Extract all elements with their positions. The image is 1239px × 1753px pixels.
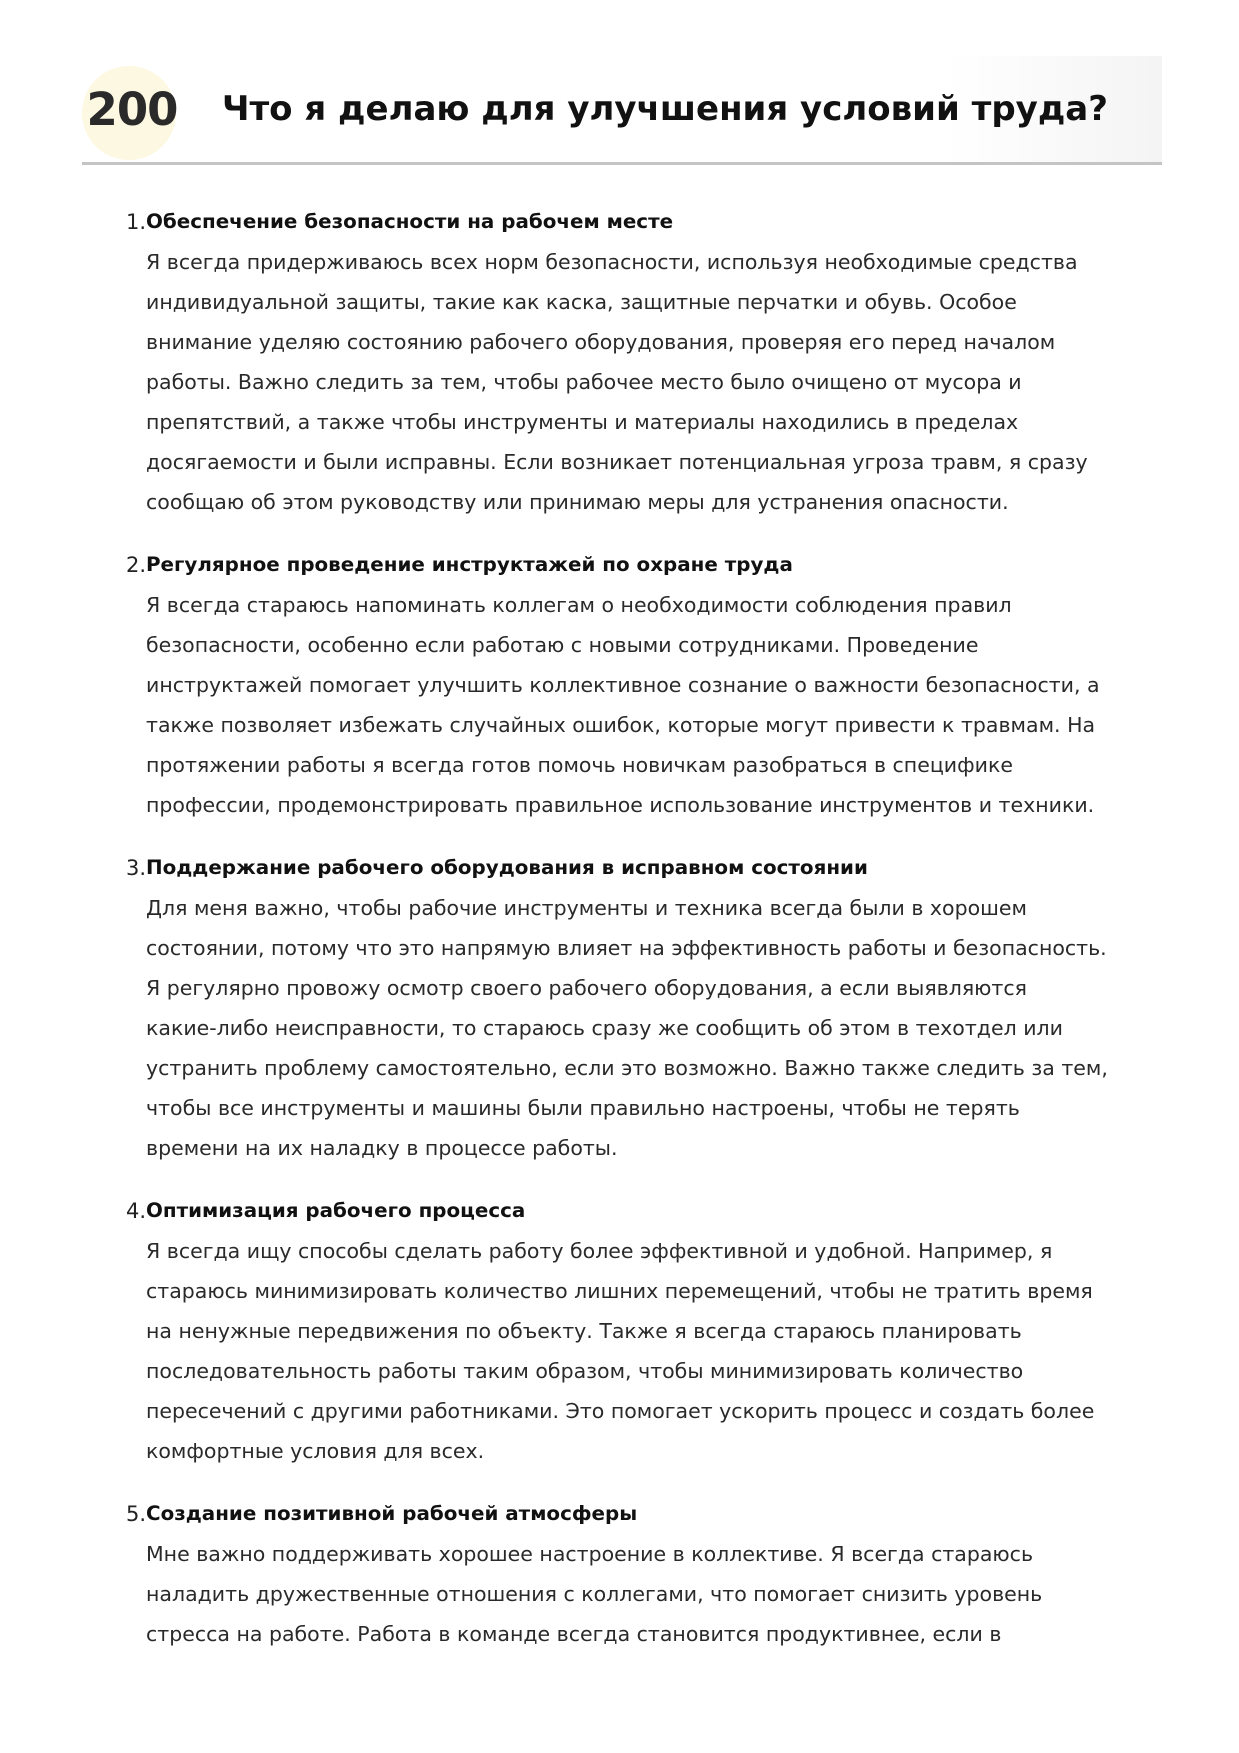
list-item-title: Регулярное проведение инструктажей по охране труда [146, 553, 793, 576]
body-line: безопасности, особенно если работаю с новыми сотрудниками. Проведение [146, 633, 979, 657]
body-line: также позволяет избежать случайных ошибок, которые могут привести к травмам. На [146, 713, 1096, 737]
body-line: Я всегда ищу способы сделать работу более эффективной и удобной. Например, я [146, 1239, 1053, 1263]
body-line: работы. Важно следить за тем, чтобы рабочее место было очищено от мусора и [146, 370, 1022, 394]
body-line: на ненужные передвижения по объекту. Также я всегда стараюсь планировать [146, 1319, 1022, 1343]
list-item-number: 2. [125, 553, 146, 577]
list-item-title: Оптимизация рабочего процесса [146, 1199, 526, 1222]
list-item-number: 4. [125, 1199, 146, 1223]
list-item-body [146, 242, 1156, 522]
list-item [0, 1494, 1239, 1654]
page-title: Что я делаю для улучшения условий труда? [222, 89, 1108, 129]
list-item-number: 3. [125, 856, 146, 880]
body-line: последовательность работы таким образом, чтобы минимизировать количество [146, 1359, 1024, 1383]
body-line: инструктажей помогает улучшить коллективное сознание о важности безопасности, а [146, 673, 1100, 697]
list-item-body [146, 888, 1156, 1168]
body-line: устранить проблему самостоятельно, если это возможно. Важно также следить за тем, [146, 1056, 1108, 1080]
body-line: Я всегда стараюсь напоминать коллегам о необходимости соблюдения правил [146, 593, 1012, 617]
list-item-number: 5. [125, 1502, 146, 1526]
list-item-title: Создание позитивной рабочей атмосферы [146, 1502, 638, 1525]
body-line: Я всегда придерживаюсь всех норм безопасности, используя необходимые средства [146, 250, 1078, 274]
body-line: времени на их наладку в процессе работы. [146, 1136, 618, 1160]
numbered-list [0, 202, 1239, 1677]
body-line: состоянии, потому что это напрямую влияет на эффективность работы и безопасность. [146, 936, 1107, 960]
body-line: стресса на работе. Работа в команде всегда становится продуктивнее, если в [146, 1622, 1002, 1646]
body-line: протяжении работы я всегда готов помочь новичкам разобраться в специфике [146, 753, 1013, 777]
body-line: внимание уделяю состоянию рабочего оборудования, проверяя его перед началом [146, 330, 1056, 354]
body-line: наладить дружественные отношения с коллегами, что помогает снизить уровень [146, 1582, 1043, 1606]
body-line: Я регулярно провожу осмотр своего рабочего оборудования, а если выявляются [146, 976, 1027, 1000]
list-item [0, 1191, 1239, 1471]
body-line: комфортные условия для всех. [146, 1439, 485, 1463]
list-item [0, 202, 1239, 522]
body-line: пересечений с другими работниками. Это помогает ускорить процесс и создать более [146, 1399, 1095, 1423]
body-line: Мне важно поддерживать хорошее настроение в коллективе. Я всегда стараюсь [146, 1542, 1034, 1566]
body-line: профессии, продемонстрировать правильное использование инструментов и техники. [146, 793, 1095, 817]
page-header [82, 56, 1162, 165]
body-line: чтобы все инструменты и машины были правильно настроены, чтобы не терять [146, 1096, 1020, 1120]
body-line: сообщаю об этом руководству или принимаю меры для устранения опасности. [146, 490, 1009, 514]
list-item-number: 1. [125, 210, 146, 234]
list-item-title: Поддержание рабочего оборудования в исправном состоянии [146, 856, 868, 879]
body-line: препятствий, а также чтобы инструменты и материалы находились в пределах [146, 410, 1019, 434]
list-item-title: Обеспечение безопасности на рабочем месте [146, 210, 674, 233]
page-number: 200 [86, 83, 178, 136]
list-item [0, 848, 1239, 1168]
body-line: стараюсь минимизировать количество лишних перемещений, чтобы не тратить время [146, 1279, 1093, 1303]
list-item-body [146, 1534, 1156, 1654]
body-line: досягаемости и были исправны. Если возникает потенциальная угроза травм, я сразу [146, 450, 1088, 474]
list-item-body [146, 1231, 1156, 1471]
list-item [0, 545, 1239, 825]
list-item-body [146, 585, 1156, 825]
body-line: Для меня важно, чтобы рабочие инструменты и техника всегда были в хорошем [146, 896, 1027, 920]
body-line: индивидуальной защиты, такие как каска, защитные перчатки и обувь. Особое [146, 290, 1017, 314]
body-line: какие-либо неисправности, то стараюсь сразу же сообщить об этом в техотдел или [146, 1016, 1063, 1040]
